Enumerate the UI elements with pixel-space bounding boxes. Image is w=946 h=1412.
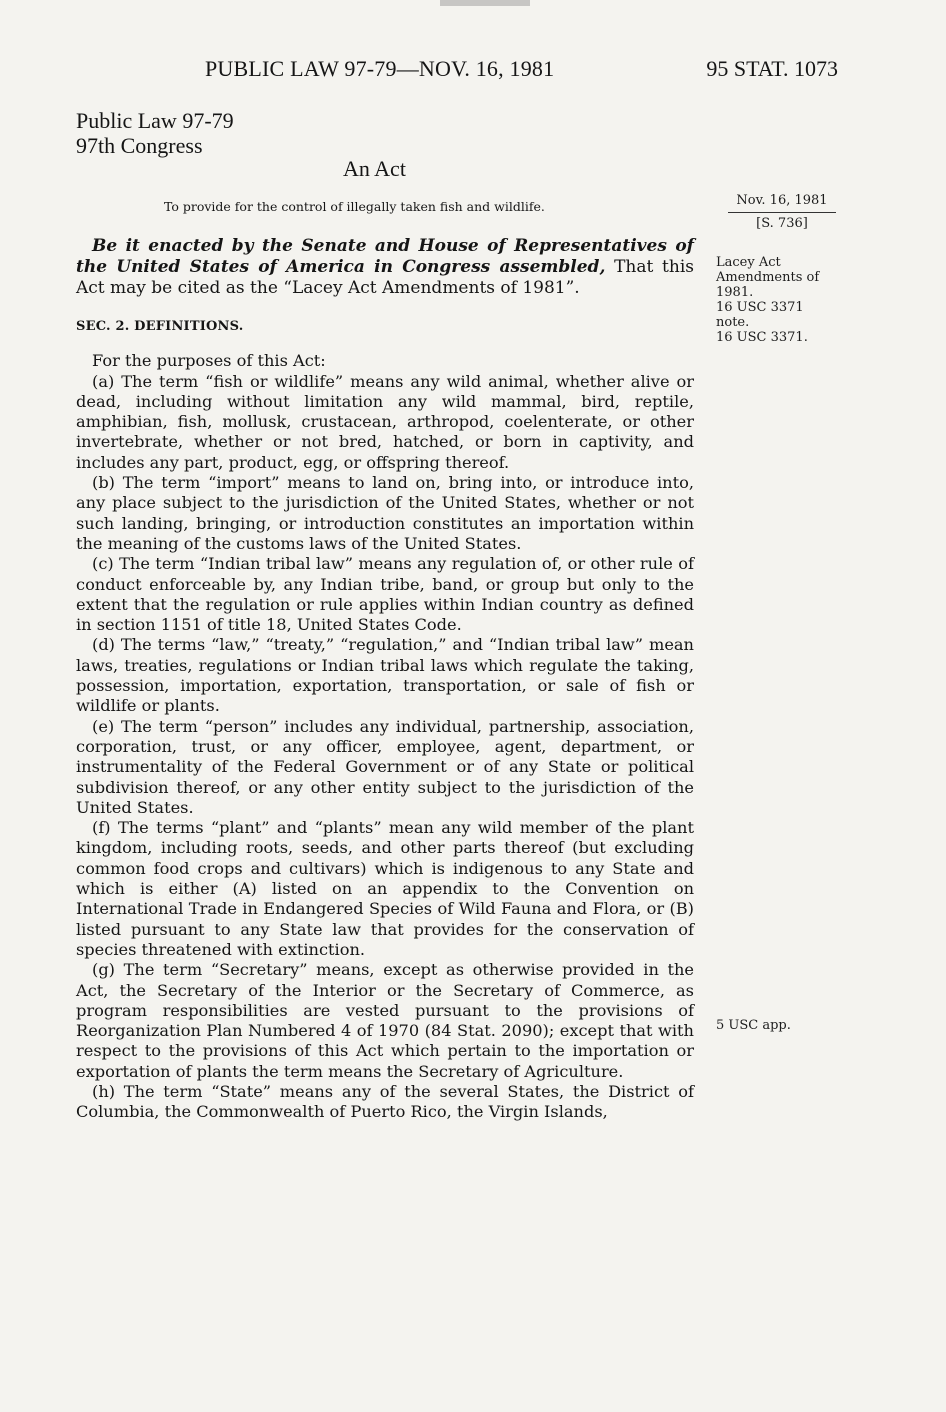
enacting-clause-italic: Be it enacted by the Senate and House of Representatives of the United States of America in Congress assembled,	[76, 236, 694, 277]
margin-notes	[716, 255, 819, 345]
definition-paragraph: (h) The term “State” means any of the several States, the District of Columbia, the Commonwealth of Puerto Rico, the Virgin Islands,	[76, 1081, 694, 1122]
act-purpose: To provide for the control of illegally taken fish and wildlife.	[164, 199, 545, 214]
margin-note: Amendments of	[716, 270, 820, 285]
congress-number: 97th Congress	[76, 133, 203, 158]
definition-paragraph: (g) The term “Secretary” means, except as otherwise provided in the Act, the Secretary of the Interior or the Secretary of Commerce, as program responsibilities are vested pursuant to the provisions of Reorganization Plan Numbered 4 of 1970 (84 Stat. 2090); except that with respect to the provisions of this Act which pertain to the importation or exportation of plants the term means the Secretary of Agriculture.	[76, 960, 694, 1081]
running-head: PUBLIC LAW 97-79—NOV. 16, 1981	[205, 56, 555, 81]
margin-note: Lacey Act	[716, 255, 781, 270]
definition-paragraph: (f) The terms “plant” and “plants” mean any wild member of the plant kingdom, including roots, seeds, and other parts thereof (but excluding common food crops and cultivars) which is indigenous to any State and which is either (A) listed on an appendix to the Convention on International Trade in Endangered Species of Wild Fauna and Flora, or (B) listed pursuant to any State law that provides for the conservation of species threatened with extinction.	[76, 818, 694, 959]
margin-date-block	[728, 193, 836, 231]
enacting-clause-rest: That this Act may be cited as the “Lacey Act Amendments of 1981”.	[76, 257, 694, 298]
law-identifier	[76, 108, 234, 158]
margin-note: 1981.	[716, 285, 754, 300]
section-heading: SEC. 2. DEFINITIONS.	[76, 319, 244, 334]
margin-note: 16 USC 3371.	[716, 330, 808, 345]
enacting-clause	[76, 236, 694, 299]
definition-paragraph: (e) The term “person” includes any individual, partnership, association, corporation, trust, or any officer, employee, agent, department, or instrumentality of the Federal Government or of any State or political subdivision thereof, or any other entity subject to the jurisdiction of the United States.	[76, 716, 694, 817]
definition-paragraph: (c) The term “Indian tribal law” means any regulation of, or other rule of conduct enforceable by, any Indian tribe, band, or group but only to the extent that the regulation or rule applies within Indian country as defined in section 1151 of title 18, United States Code.	[76, 554, 694, 635]
definition-paragraph: (a) The term “fish or wildlife” means any wild animal, whether alive or dead, including without limitation any wild mammal, bird, reptile, amphibian, fish, mollusk, crustacean, arthropod, coelenterate, or other invertebrate, whether or not bred, hatched, or born in captivity, and includes any part, product, egg, or offspring thereof.	[76, 371, 694, 472]
margin-rule	[728, 212, 836, 213]
public-law-number: Public Law 97-79	[76, 108, 234, 133]
margin-bill-number: [S. 736]	[756, 216, 808, 231]
margin-usc-app: 5 USC app.	[716, 1018, 791, 1033]
act-body	[76, 236, 694, 1123]
definition-paragraph: (b) The term “import” means to land on, bring into, or introduce into, any place subject to the jurisdiction of the United States, whether or not such landing, bringing, or introduction constitutes an importation within the meaning of the customs laws of the United States.	[76, 473, 694, 553]
definition-paragraph: (d) The terms “law,” “treaty,” “regulation,” and “Indian tribal law” mean laws, treaties, regulations or Indian tribal laws which regulate the taking, possession, importation, exportation, transportation, or sale of fish or wildlife or plants.	[76, 635, 694, 716]
margin-date: Nov. 16, 1981	[736, 193, 828, 208]
stat-page-number: 95 STAT. 1073	[706, 56, 838, 81]
scan-artifact	[440, 0, 530, 6]
margin-note: 16 USC 3371	[716, 300, 804, 315]
definition-paragraph: For the purposes of this Act:	[92, 351, 326, 371]
act-title: An Act	[343, 156, 406, 181]
margin-note: note.	[716, 315, 750, 330]
